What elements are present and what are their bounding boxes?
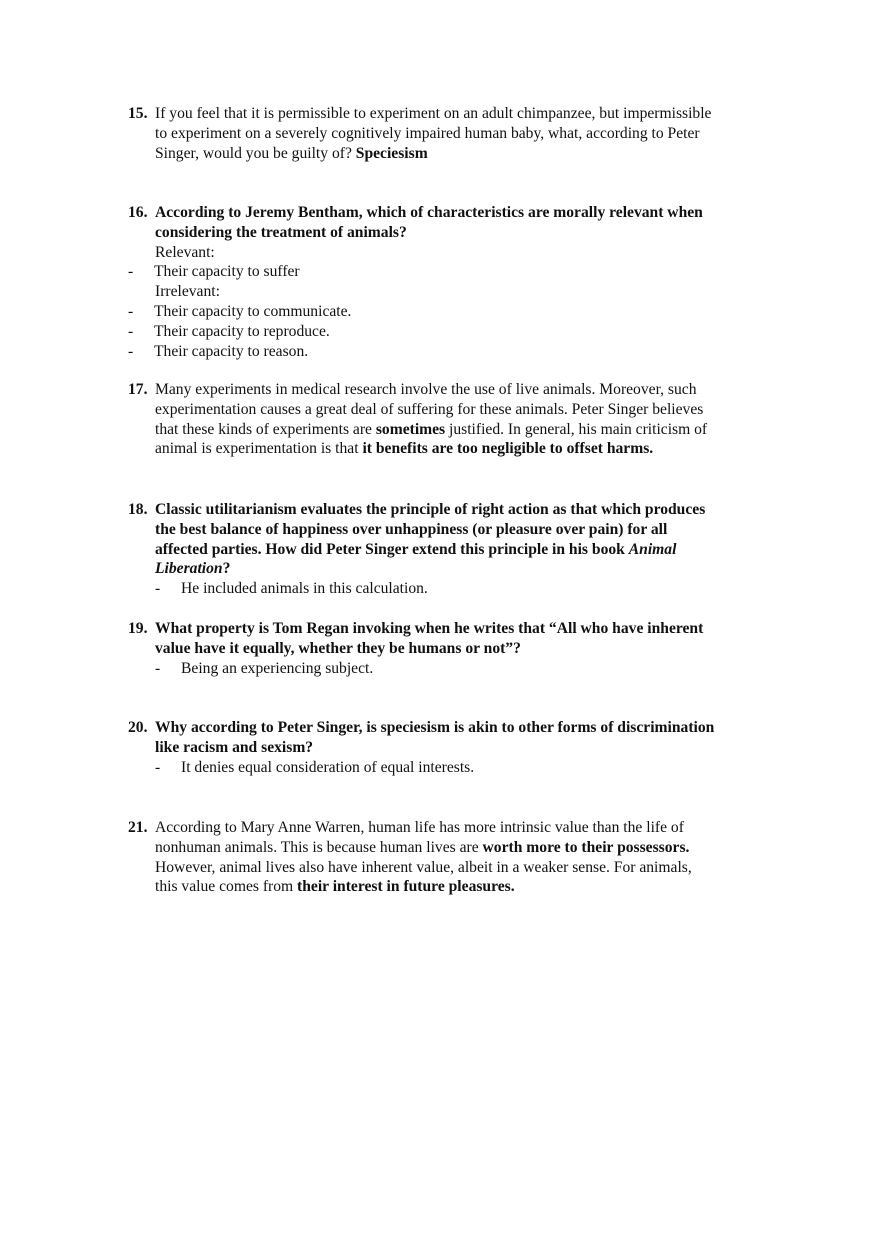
question-number: 17. <box>128 381 148 398</box>
question-text: Why according to Peter Singer, is speciesism is akin to other forms of discrimination <box>155 719 715 736</box>
book-title: Animal <box>628 540 677 558</box>
list-item <box>128 302 788 322</box>
question-text-segment: Singer, would you be guilty of? <box>155 144 356 162</box>
dash-bullet: - <box>128 322 134 340</box>
dash-bullet: - <box>128 302 134 320</box>
answer-text: He included animals in this calculation. <box>181 580 428 598</box>
question-number: 20. <box>128 719 148 736</box>
question-text: What property is Tom Regan invoking when he writes that “All who have inherent <box>155 620 704 637</box>
list-item-text: Their capacity to reproduce. <box>154 322 330 340</box>
question-text <box>155 420 788 440</box>
answer-text: it benefits are too negligible to offset harms. <box>362 440 654 458</box>
answer-text: Being an experiencing subject. <box>181 659 374 677</box>
list-item-text: Their capacity to suffer <box>154 263 300 281</box>
answer-text: worth more to their possessors. <box>482 838 690 856</box>
answer-text: It denies equal consideration of equal interests. <box>181 758 475 776</box>
book-title: Liberation <box>155 560 223 578</box>
question-text: like racism and sexism? <box>155 738 314 756</box>
question-text: However, animal lives also have inherent value, albeit in a weaker sense. For animals, <box>155 858 692 876</box>
question-text: According to Jeremy Bentham, which of characteristics are morally relevant when <box>155 204 703 221</box>
list-item <box>155 659 788 679</box>
list-item <box>155 579 788 599</box>
answer-text: sometimes <box>375 420 446 438</box>
list-item <box>155 758 788 778</box>
question-16 <box>128 203 788 361</box>
dash-bullet: - <box>155 758 161 776</box>
dash-bullet: - <box>155 659 161 677</box>
question-text: considering the treatment of animals? <box>155 223 407 241</box>
question-text: If you feel that it is permissible to experiment on an adult chimpanzee, but impermissible <box>155 105 712 122</box>
relevant-label: Relevant: <box>155 243 215 261</box>
question-text-segment: this value comes from <box>155 878 298 896</box>
question-number: 15. <box>128 105 148 122</box>
question-text <box>155 439 788 459</box>
list-item-text: Their capacity to communicate. <box>154 302 352 320</box>
irrelevant-label: Irrelevant: <box>155 283 220 301</box>
question-number: 19. <box>128 620 148 637</box>
question-text <box>155 559 788 579</box>
answer-text: their interest in future pleasures. <box>297 878 515 896</box>
list-item <box>128 322 788 342</box>
dash-bullet: - <box>128 263 134 281</box>
question-text <box>155 144 788 164</box>
question-number: 16. <box>128 204 148 221</box>
question-text: Many experiments in medical research involve the use of live animals. Moreover, such <box>155 381 697 398</box>
question-text-segment: justified. In general, his main criticism of <box>445 420 708 438</box>
question-19 <box>128 619 788 678</box>
question-text-segment: nonhuman animals. This is because human lives are <box>155 838 483 856</box>
question-text-segment: that these kinds of experiments are <box>155 420 376 438</box>
question-20 <box>128 718 788 777</box>
question-text-segment: animal is experimentation is that <box>155 440 363 458</box>
question-15 <box>128 104 788 163</box>
list-item <box>128 342 788 362</box>
question-text-segment: ? <box>222 560 231 578</box>
question-text: According to Mary Anne Warren, human life has more intrinsic value than the life of <box>155 819 684 836</box>
question-text: Classic utilitarianism evaluates the principle of right action as that which produces <box>155 501 706 518</box>
question-17 <box>128 380 788 459</box>
question-text <box>155 540 788 560</box>
question-text-segment: affected parties. How did Peter Singer extend this principle in his book <box>155 540 629 558</box>
question-18 <box>128 500 788 599</box>
answer-text: Speciesism <box>355 144 428 162</box>
dash-bullet: - <box>128 342 134 360</box>
question-text: value have it equally, whether they be humans or not”? <box>155 639 521 657</box>
question-21 <box>128 818 788 897</box>
question-text: experimentation causes a great deal of suffering for these animals. Peter Singer believes <box>155 400 704 418</box>
list-item-text: Their capacity to reason. <box>154 342 309 360</box>
question-number: 18. <box>128 501 148 518</box>
question-text <box>155 838 788 858</box>
question-text: the best balance of happiness over unhappiness (or pleasure over pain) for all <box>155 520 668 538</box>
list-item <box>128 262 788 282</box>
question-text: to experiment on a severely cognitively impaired human baby, what, according to Peter <box>155 124 700 142</box>
question-text <box>155 877 788 897</box>
question-number: 21. <box>128 819 148 836</box>
dash-bullet: - <box>155 580 161 598</box>
